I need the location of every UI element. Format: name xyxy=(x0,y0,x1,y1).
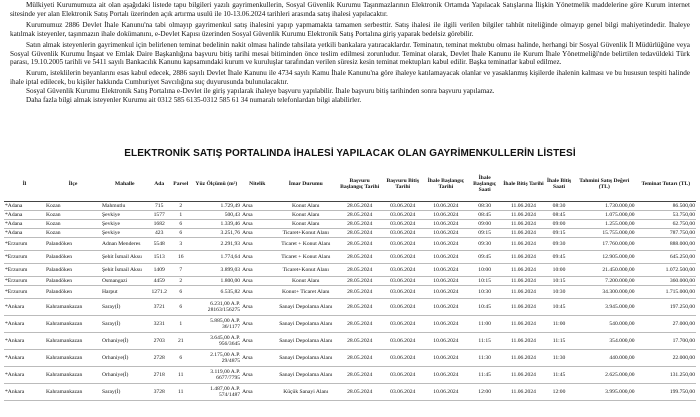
table-cell: 11:00 xyxy=(545,316,573,333)
table-row xyxy=(4,277,696,286)
table-cell: 11.06.2024 xyxy=(502,384,545,401)
table-cell: Kahramankazan xyxy=(45,384,101,401)
table-cell: 6 xyxy=(170,229,192,238)
table-cell: 11:30 xyxy=(545,350,573,367)
table-cell: 1409 xyxy=(148,264,170,277)
table-cell: Orhaniye(İ) xyxy=(101,333,148,350)
table-cell: 21.450.000,00 xyxy=(573,264,636,277)
table-cell: 2.625.000,00 xyxy=(573,367,636,384)
table-cell: 11.06.2024 xyxy=(502,251,545,264)
table-row xyxy=(4,229,696,238)
table-cell: 10:30 xyxy=(545,286,573,299)
table-cell: 3231 xyxy=(148,316,170,333)
table-cell: 22.000,00 xyxy=(636,350,696,367)
table-cell: 09:45 xyxy=(545,251,573,264)
table-cell: 6 xyxy=(170,286,192,299)
table-cell: *Ankara xyxy=(4,384,45,401)
table-cell: 715 xyxy=(148,202,170,211)
table-cell: Arsa xyxy=(241,202,273,211)
table-cell: 15.755.000,00 xyxy=(573,229,636,238)
table-cell: Ticaret+Konut Alanı xyxy=(273,229,338,238)
table-cell: 1.800,00 xyxy=(192,277,242,286)
column-header: Nitelik xyxy=(241,167,273,202)
table-cell: 03.06.2024 xyxy=(381,211,424,220)
table-cell: Palandöken xyxy=(45,277,101,286)
intro-paragraph: Kurum, isteklilerin beyanlarını esas kabul edecek, 2886 sayılı Devlet İhale Kanunu ile 4734 sayılı Kamu İhale Kanunu'na göre ihaleye katılamayacak olanlar ve yasaklanmış kişilerde ihalenin kalması ve bu hususun tespiti halinde ihale iptal edilecek, bu kişiler hakkında Cumhuriyet Savcılığına suç duyurusunda bulunulacaktır. xyxy=(10,69,690,87)
table-cell: *Adana xyxy=(4,202,45,211)
table-cell: 16 xyxy=(170,251,192,264)
table-cell: 10:00 xyxy=(467,264,501,277)
table-cell: 11:30 xyxy=(467,350,501,367)
table-cell: Konut Alanı xyxy=(273,202,338,211)
table-cell: 10.06.2024 xyxy=(424,202,467,211)
table-body xyxy=(4,202,696,401)
table-cell: 10.06.2024 xyxy=(424,384,467,401)
table-cell: 27.000,00 xyxy=(636,316,696,333)
table-cell: 28.05.2024 xyxy=(338,299,381,316)
table-cell: 17.700,00 xyxy=(636,333,696,350)
property-table xyxy=(4,167,696,401)
table-cell: 10.06.2024 xyxy=(424,316,467,333)
table-cell: Ticaret+Konut Alanı xyxy=(273,264,338,277)
table-cell: 03.06.2024 xyxy=(381,264,424,277)
table-cell: Arsa xyxy=(241,384,273,401)
table-cell: 28.05.2024 xyxy=(338,333,381,350)
table-cell: *Ankara xyxy=(4,316,45,333)
column-header: Yüz Ölçümü (m²) xyxy=(192,167,242,202)
table-cell: 6.535,82 xyxy=(192,286,242,299)
table-cell: Ticaret + Konut Alanı xyxy=(273,238,338,251)
table-cell: 2 xyxy=(170,277,192,286)
table-cell: Palandöken xyxy=(45,264,101,277)
table-cell: 10.06.2024 xyxy=(424,277,467,286)
table-cell: Arsa xyxy=(241,277,273,286)
table-cell: 10:45 xyxy=(545,299,573,316)
table-cell: Arsa xyxy=(241,229,273,238)
table-cell: 03.06.2024 xyxy=(381,286,424,299)
table-cell: Palandöken xyxy=(45,286,101,299)
table-row xyxy=(4,286,696,299)
column-header: Başvuru Bitiş Tarihi xyxy=(381,167,424,202)
table-cell: 3.945.000,00 xyxy=(573,299,636,316)
table-cell: Orhaniye(İ) xyxy=(101,350,148,367)
table-cell: 2 xyxy=(170,202,192,211)
table-cell: 1 xyxy=(170,211,192,220)
table-cell: Sanayi Depolama Alanı xyxy=(273,333,338,350)
table-cell: 6.231,00 A.P. 28163/156275 xyxy=(192,299,242,316)
intro-paragraph: Sosyal Güvenlik Kurumu Elektronik Satış Portalına e-Devlet ile giriş yapılarak ihaleye başvuru yapılabilir. İhale başvuru bitiş tarihinden sonra başvuru yapılamaz. xyxy=(26,86,495,95)
table-cell: 888.000,00 xyxy=(636,238,696,251)
table-cell: 28.05.2024 xyxy=(338,264,381,277)
table-cell: 11.06.2024 xyxy=(502,350,545,367)
table-cell: 11.06.2024 xyxy=(502,367,545,384)
table-cell: 10.06.2024 xyxy=(424,367,467,384)
table-cell: Konut Alanı xyxy=(273,211,338,220)
table-cell: 10.06.2024 xyxy=(424,264,467,277)
table-cell: 03.06.2024 xyxy=(381,316,424,333)
table-cell: 3.251,76 xyxy=(192,229,242,238)
table-cell: 4459 xyxy=(148,277,170,286)
table-cell: 09:00 xyxy=(467,220,501,229)
table-row xyxy=(4,299,696,316)
table-cell: 28.05.2024 xyxy=(338,367,381,384)
table-cell: Konut Alanı xyxy=(273,220,338,229)
table-cell: 08:45 xyxy=(467,211,501,220)
table-cell: 09:45 xyxy=(467,251,501,264)
table-cell: 03.06.2024 xyxy=(381,277,424,286)
table-cell: Arsa xyxy=(241,333,273,350)
table-cell: 645.250,00 xyxy=(636,251,696,264)
table-cell: 197.250,00 xyxy=(636,299,696,316)
table-cell: 10.06.2024 xyxy=(424,299,467,316)
table-cell: 1577 xyxy=(148,211,170,220)
table-row xyxy=(4,220,696,229)
table-cell: 11.06.2024 xyxy=(502,220,545,229)
table-cell: 7 xyxy=(170,264,192,277)
table-cell: Arsa xyxy=(241,299,273,316)
table-cell: Arsa xyxy=(241,286,273,299)
table-cell: 28.05.2024 xyxy=(338,384,381,401)
table-cell: 12.905.000,00 xyxy=(573,251,636,264)
table-cell: 2703 xyxy=(148,333,170,350)
table-cell: 28.05.2024 xyxy=(338,202,381,211)
table-cell: 1.075.000,00 xyxy=(573,211,636,220)
table-cell: 28.05.2024 xyxy=(338,229,381,238)
table-cell: 787.750,00 xyxy=(636,229,696,238)
table-cell: 3.119,00 A.P. 6677/7795 xyxy=(192,367,242,384)
table-cell: Arsa xyxy=(241,238,273,251)
table-cell: Saray(İ) xyxy=(101,384,148,401)
table-cell: 1.255.000,00 xyxy=(573,220,636,229)
table-header-row xyxy=(4,167,696,202)
table-cell: 11 xyxy=(170,367,192,384)
table-cell: 28.05.2024 xyxy=(338,316,381,333)
table-cell: 10:30 xyxy=(467,286,501,299)
table-cell: Arsa xyxy=(241,350,273,367)
table-cell: Osmangazi xyxy=(101,277,148,286)
table-cell: 1.487,00 A.P. 574/1487 xyxy=(192,384,242,401)
table-cell: 03.06.2024 xyxy=(381,384,424,401)
column-header: İhale Başlangıç Saati xyxy=(467,167,501,202)
table-cell: Palandöken xyxy=(45,238,101,251)
table-cell: 11.06.2024 xyxy=(502,229,545,238)
table-cell: *Ankara xyxy=(4,350,45,367)
table-cell: Arsa xyxy=(241,264,273,277)
table-cell: 28.05.2024 xyxy=(338,220,381,229)
table-cell: *Erzurum xyxy=(4,264,45,277)
table-cell: 28.05.2024 xyxy=(338,251,381,264)
table-cell: Şehit İsmail Aksu xyxy=(101,264,148,277)
table-cell: Şehit İsmail Aksu xyxy=(101,251,148,264)
table-cell: 540.000,00 xyxy=(573,316,636,333)
table-cell: 10:15 xyxy=(545,277,573,286)
table-cell: 1.715.000,00 xyxy=(636,286,696,299)
table-cell: 11.06.2024 xyxy=(502,238,545,251)
table-cell: 500,43 xyxy=(192,211,242,220)
table-cell: 131.250,00 xyxy=(636,367,696,384)
table-cell: Orhaniye(İ) xyxy=(101,367,148,384)
table-cell: 03.06.2024 xyxy=(381,251,424,264)
table-cell: 1682 xyxy=(148,220,170,229)
table-cell: 10.06.2024 xyxy=(424,333,467,350)
table-cell: 11.06.2024 xyxy=(502,264,545,277)
table-cell: 1.072.500,00 xyxy=(636,264,696,277)
table-cell: 09:15 xyxy=(545,229,573,238)
table-cell: 1.774,64 xyxy=(192,251,242,264)
table-cell: 17.760.000,00 xyxy=(573,238,636,251)
table-cell: 3.995.000,00 xyxy=(573,384,636,401)
table-row xyxy=(4,211,696,220)
table-cell: 12:00 xyxy=(545,384,573,401)
table-cell: 86.500,00 xyxy=(636,202,696,211)
table-cell: 3.645,00 A.P. 956/3645 xyxy=(192,333,242,350)
table-cell: 11.06.2024 xyxy=(502,299,545,316)
table-cell: Arsa xyxy=(241,220,273,229)
column-header: Parsel xyxy=(170,167,192,202)
table-cell: 11:15 xyxy=(545,333,573,350)
table-cell: Konut Alanı xyxy=(273,277,338,286)
table-cell: Şevkiye xyxy=(101,229,148,238)
table-cell: 09:30 xyxy=(467,238,501,251)
table-cell: 10.06.2024 xyxy=(424,211,467,220)
table-cell: 08:30 xyxy=(545,202,573,211)
table-cell: 11:00 xyxy=(467,316,501,333)
table-cell: 08:45 xyxy=(545,211,573,220)
table-cell: 11.06.2024 xyxy=(502,316,545,333)
table-cell: Adnan Menderes xyxy=(101,238,148,251)
table-cell: *Adana xyxy=(4,229,45,238)
table-cell: *Erzurum xyxy=(4,238,45,251)
table-cell: 1.339,46 xyxy=(192,220,242,229)
table-cell: 1 xyxy=(170,316,192,333)
table-cell: Arsa xyxy=(241,251,273,264)
table-cell: Ticaret + Konut Alanı xyxy=(273,251,338,264)
intro-paragraph: Kurumumuz 2886 Devlet İhale Kanunu'na tabi olmayıp gayrimenkul satış ihalesini yapıp yapmamakta tamamen serbesttir. Satış ihalesi ile ilgili verilen bilgiler tahhüt niteliğinde olmayıp genel bilgi mahiyetindedir. İhaleye katılmak isteyenler, taşınmazın ihale dokümanını, e-Devlet Kapısı üzerinden Sosyal Güvenlik Kurumu Elektronik Satış Portalına giriş yaparak bedelsiz görebilir. xyxy=(10,20,690,38)
table-cell: 10.06.2024 xyxy=(424,220,467,229)
table-cell: Kozan xyxy=(45,220,101,229)
table-cell: 1.729,49 xyxy=(192,202,242,211)
table-cell: 10:00 xyxy=(545,264,573,277)
table-cell: 03.06.2024 xyxy=(381,299,424,316)
table-cell: 2.175,00 A.P. 29/4875 xyxy=(192,350,242,367)
table-cell: 11.06.2024 xyxy=(502,333,545,350)
table-cell: Sanayi Depolama Alanı xyxy=(273,350,338,367)
table-cell: *Adana xyxy=(4,220,45,229)
table-cell: 11:15 xyxy=(467,333,501,350)
table-cell: 53.750,00 xyxy=(636,211,696,220)
table-row xyxy=(4,251,696,264)
table-cell: Kahramankazan xyxy=(45,350,101,367)
table-cell: *Ankara xyxy=(4,367,45,384)
table-cell: 11:45 xyxy=(545,367,573,384)
table-cell: 03.06.2024 xyxy=(381,238,424,251)
table-cell: Palandöken xyxy=(45,251,101,264)
table-cell: 34.300.000,00 xyxy=(573,286,636,299)
table-cell: 11 xyxy=(170,384,192,401)
table-cell: 09:15 xyxy=(467,229,501,238)
table-cell: Şevkiye xyxy=(101,211,148,220)
table-cell: Arsa xyxy=(241,316,273,333)
table-cell: *Adana xyxy=(4,211,45,220)
table-cell: Arsa xyxy=(241,211,273,220)
table-cell: 199.750,00 xyxy=(636,384,696,401)
table-cell: 11:45 xyxy=(467,367,501,384)
table-cell: 03.06.2024 xyxy=(381,220,424,229)
table-cell: 10.06.2024 xyxy=(424,251,467,264)
table-cell: 12:00 xyxy=(467,384,501,401)
table-cell: 440.000,00 xyxy=(573,350,636,367)
column-header: Teminat Tutarı (TL) xyxy=(636,167,696,202)
table-cell: 3721 xyxy=(148,299,170,316)
table-cell: *Ankara xyxy=(4,299,45,316)
column-header: Tahmini Satış Değeri (TL) xyxy=(573,167,636,202)
column-header: İhale Bitiş Saati xyxy=(545,167,573,202)
table-cell: 11.06.2024 xyxy=(502,286,545,299)
table-cell: Konut+ Ticaret Alanı xyxy=(273,286,338,299)
table-cell: Küçük Sanayi Alanı xyxy=(273,384,338,401)
table-cell: 11.06.2024 xyxy=(502,202,545,211)
table-cell: Saray(İ) xyxy=(101,299,148,316)
table-cell: Kozan xyxy=(45,211,101,220)
table-cell: 3728 xyxy=(148,384,170,401)
table-cell: 6 xyxy=(170,220,192,229)
table-cell: 1513 xyxy=(148,251,170,264)
table-row xyxy=(4,316,696,333)
table-cell: Kahramankazan xyxy=(45,333,101,350)
table-cell: *Ankara xyxy=(4,333,45,350)
table-cell: 5.885,00 A.P. 36/1177 xyxy=(192,316,242,333)
table-row xyxy=(4,367,696,384)
table-cell: 21 xyxy=(170,333,192,350)
table-cell: Kozan xyxy=(45,229,101,238)
table-row xyxy=(4,384,696,401)
column-header: Ada xyxy=(148,167,170,202)
table-cell: 3 xyxy=(170,238,192,251)
table-cell: 09:30 xyxy=(545,238,573,251)
table-cell: 03.06.2024 xyxy=(381,333,424,350)
table-cell: 10.06.2024 xyxy=(424,229,467,238)
table-row xyxy=(4,350,696,367)
column-header: Mahalle xyxy=(101,167,148,202)
column-header: Başvuru Başlangıç Tarihi xyxy=(338,167,381,202)
intro-paragraph: Satın almak isteyenlerin gayrimenkul için belirlenen teminat bedelinin nakit olması halinde tahsilata yetkili bankalara yatıracaklardır. Teminatın, teminat mektubu olması halinde, herhangi bir Sosyal Güvenlik İl Müdürlüğüne veya Sosyal Güvenlik Kurumu İnşaat ve Emlak Daire Başkanlığına başvuru bitiş tarihi mesai bitiminden önce teslim edilmesi zorunludur. Teminat olarak, Devlet İhale Kanunu ile Kurum İhale Yönetmeliği'nde belirtilen tedavüldeki Türk parası, 19.10.2005 tarihli ve 5411 sayılı Bankacılık Kanunu kapsamındaki kurum ve kuruluşlar tarafından verilen süresiz kesin teminat mektupları kabul edilir. Başka teminatlar kabul edilmez. xyxy=(10,40,690,67)
table-row xyxy=(4,333,696,350)
table-cell: 360.000,00 xyxy=(636,277,696,286)
table-cell: 2.291,93 xyxy=(192,238,242,251)
intro-paragraph: Mülkiyeti Kurumumuza ait olan aşağıdaki listede tapu bilgileri yazılı gayrimenkullerin, Sosyal Güvenlik Kurumu Taşınmazlarının Elektronik Ortamda Yapılacak Satışlarına İlişkin Yönetmelik maddelerine göre Kurum internet sitesinde yer alan Elektronik Satış Portalı üzerinden açık artırma usulü ile 10-13.06.2024 tarihleri arasında satış ihalesi yapılacaktır. xyxy=(10,1,690,18)
table-cell: 28.05.2024 xyxy=(338,277,381,286)
table-cell: 28.05.2024 xyxy=(338,238,381,251)
table-cell: 6 xyxy=(170,350,192,367)
table-cell: 11.06.2024 xyxy=(502,211,545,220)
table-cell: 10.06.2024 xyxy=(424,286,467,299)
table-cell: 03.06.2024 xyxy=(381,229,424,238)
table-row xyxy=(4,264,696,277)
table-cell: 7.200.000,00 xyxy=(573,277,636,286)
table-cell: Kahramankazan xyxy=(45,316,101,333)
table-cell: 3.899,03 xyxy=(192,264,242,277)
table-cell: 03.06.2024 xyxy=(381,202,424,211)
table-cell: *Erzurum xyxy=(4,251,45,264)
table-cell: Kahramankazan xyxy=(45,367,101,384)
table-cell: 1271.2 xyxy=(148,286,170,299)
table-cell: Arsa xyxy=(241,367,273,384)
table-cell: Sanayi Depolama Alanı xyxy=(273,299,338,316)
column-header: İlçe xyxy=(45,167,101,202)
table-cell: 10:15 xyxy=(467,277,501,286)
table-cell: 423 xyxy=(148,229,170,238)
table-cell: 2728 xyxy=(148,350,170,367)
column-header: İhale Başlangıç Tarihi xyxy=(424,167,467,202)
table-cell: Harput xyxy=(101,286,148,299)
table-cell: 6 xyxy=(170,299,192,316)
table-cell: 10.06.2024 xyxy=(424,350,467,367)
table-row xyxy=(4,238,696,251)
column-header: İmar Durumu xyxy=(273,167,338,202)
intro-paragraph: Daha fazla bilgi almak isteyenler Kurumu ait 0312 585 6135-0312 585 61 34 numaralı telefonlardan bilgi alabilirler. xyxy=(26,95,362,104)
table-cell: 03.06.2024 xyxy=(381,350,424,367)
table-cell: Sanayi Depolama Alanı xyxy=(273,367,338,384)
table-cell: 03.06.2024 xyxy=(381,367,424,384)
table-cell: 5548 xyxy=(148,238,170,251)
table-cell: *Erzurum xyxy=(4,286,45,299)
table-cell: Şevkiye xyxy=(101,220,148,229)
list-title: ELEKTRONİK SATIŞ PORTALINDA İHALESİ YAPILACAK OLAN GAYRİMENKULLERİN LİSTESİ xyxy=(124,148,576,159)
intro-text xyxy=(10,1,690,104)
table-cell: 11.06.2024 xyxy=(502,277,545,286)
column-header: İhale Bitiş Tarihi xyxy=(502,167,545,202)
table-cell: 2718 xyxy=(148,367,170,384)
table-cell: 10:45 xyxy=(467,299,501,316)
table-cell: 10.06.2024 xyxy=(424,238,467,251)
table-cell: 354.000,00 xyxy=(573,333,636,350)
table-cell: 62.750,00 xyxy=(636,220,696,229)
table-cell: 28.05.2024 xyxy=(338,350,381,367)
table-cell: 08:30 xyxy=(467,202,501,211)
table-cell: Kahramankazan xyxy=(45,299,101,316)
table-cell: 09:00 xyxy=(545,220,573,229)
table-cell: Mahmutlu xyxy=(101,202,148,211)
table-cell: 1.730.000,00 xyxy=(573,202,636,211)
table-cell: 28.05.2024 xyxy=(338,286,381,299)
table-cell: Sanayi Depolama Alanı xyxy=(273,316,338,333)
table-row xyxy=(4,202,696,211)
table-cell: Saray(İ) xyxy=(101,316,148,333)
table-cell: 28.05.2024 xyxy=(338,211,381,220)
column-header: İl xyxy=(4,167,45,202)
table-cell: Kozan xyxy=(45,202,101,211)
table-cell: *Erzurum xyxy=(4,277,45,286)
